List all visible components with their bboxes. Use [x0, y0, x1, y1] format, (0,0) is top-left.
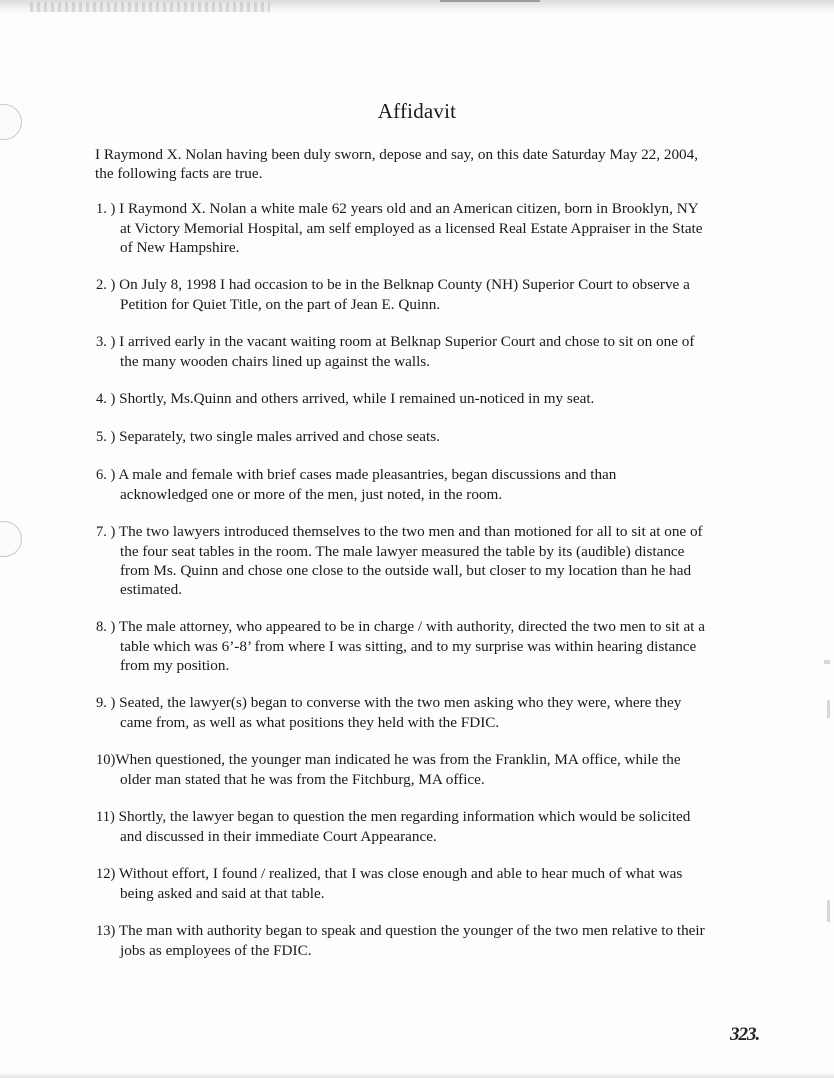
fact-number: 1. ): [96, 201, 116, 217]
fact-item: [96, 750, 705, 789]
scan-smudge: [30, 2, 270, 12]
facts-list: [0, 199, 834, 978]
fact-item: [96, 389, 705, 409]
fact-item: [96, 693, 705, 732]
fact-text: Without effort, I found / realized, that I was close enough and able to hear much of what was being asked and said at that table.: [118, 865, 683, 902]
fact-item: [96, 275, 705, 314]
fact-number: 2. ): [96, 277, 116, 293]
fact-text: When questioned, the younger man indicated he was from the Franklin, MA office, while the older man stated that he was from the Fitchburg, MA office.: [115, 751, 681, 788]
scan-bottom-edge: [0, 1072, 834, 1078]
fact-text: Shortly, Ms.Quinn and others arrived, while I remained un-noticed in my seat.: [119, 390, 595, 407]
fact-item: [96, 465, 705, 504]
fact-number: 10): [96, 752, 116, 768]
intro-paragraph: I Raymond X. Nolan having been duly sworn, depose and say, on this date Saturday May 22, 2004, the following facts are true.: [95, 146, 699, 182]
fact-item: [96, 522, 705, 599]
fact-item: [96, 864, 705, 903]
fact-number: 13): [96, 923, 116, 939]
fact-text: I Raymond X. Nolan a white male 62 years old and an American citizen, born in Brooklyn, NY at Victory Memorial Hospital, am self employed as a licensed Real Estate Appraiser in the State of New Hampshire.: [119, 200, 703, 256]
fact-number: 3. ): [96, 334, 116, 350]
fact-number: 12): [96, 866, 116, 882]
scan-top-rule: [440, 0, 540, 2]
fact-number: 7. ): [96, 524, 116, 540]
fact-number: 9. ): [96, 695, 116, 711]
fact-item: [96, 617, 705, 675]
fact-item: [96, 427, 705, 447]
fact-number: 5. ): [96, 429, 116, 445]
fact-number: 8. ): [96, 619, 116, 635]
fact-text: A male and female with brief cases made pleasantries, began discussions and than acknowledged one or more of the men, just noted, in the room.: [118, 466, 617, 503]
fact-text: I arrived early in the vacant waiting room at Belknap Superior Court and chose to sit on one of the many wooden chairs lined up against the walls.: [119, 333, 695, 370]
document-title: Affidavit: [377, 99, 457, 123]
fact-item: [96, 807, 705, 846]
fact-item: [96, 332, 705, 371]
fact-text: Separately, two single males arrived and chose seats.: [119, 428, 440, 445]
fact-text: The male attorney, who appeared to be in charge / with authority, directed the two men to sit at a table which was 6’-8’ from where I was sitting, and to my surprise was within hearing distance from my position.: [118, 618, 705, 674]
fact-item: [96, 199, 705, 257]
fact-text: Shortly, the lawyer began to question the men regarding information which would be solicited and discussed in their immediate Court Appearance.: [118, 808, 691, 845]
fact-text: Seated, the lawyer(s) began to converse with the two men asking who they were, where they came from, as well as what positions they held with the FDIC.: [119, 694, 682, 731]
fact-number: 11): [96, 809, 115, 825]
fact-number: 6. ): [96, 467, 116, 483]
fact-text: On July 8, 1998 I had occasion to be in the Belknap County (NH) Superior Court to observe a Petition for Quiet Title, on the part of Jean E. Quinn.: [119, 276, 690, 313]
handwritten-page-number: 323.: [730, 1024, 760, 1045]
fact-text: The man with authority began to speak and question the younger of the two men relative to their jobs as employees of the FDIC.: [118, 922, 705, 959]
fact-text: The two lawyers introduced themselves to the two men and than motioned for all to sit at one of the four seat tables in the room. The male lawyer measured the table by its (audible) distance from Ms. Quinn and chose one close to the outside wall, but closer to my location than he had estimated.: [118, 523, 703, 598]
fact-number: 4. ): [96, 391, 116, 407]
fact-item: [96, 921, 705, 960]
